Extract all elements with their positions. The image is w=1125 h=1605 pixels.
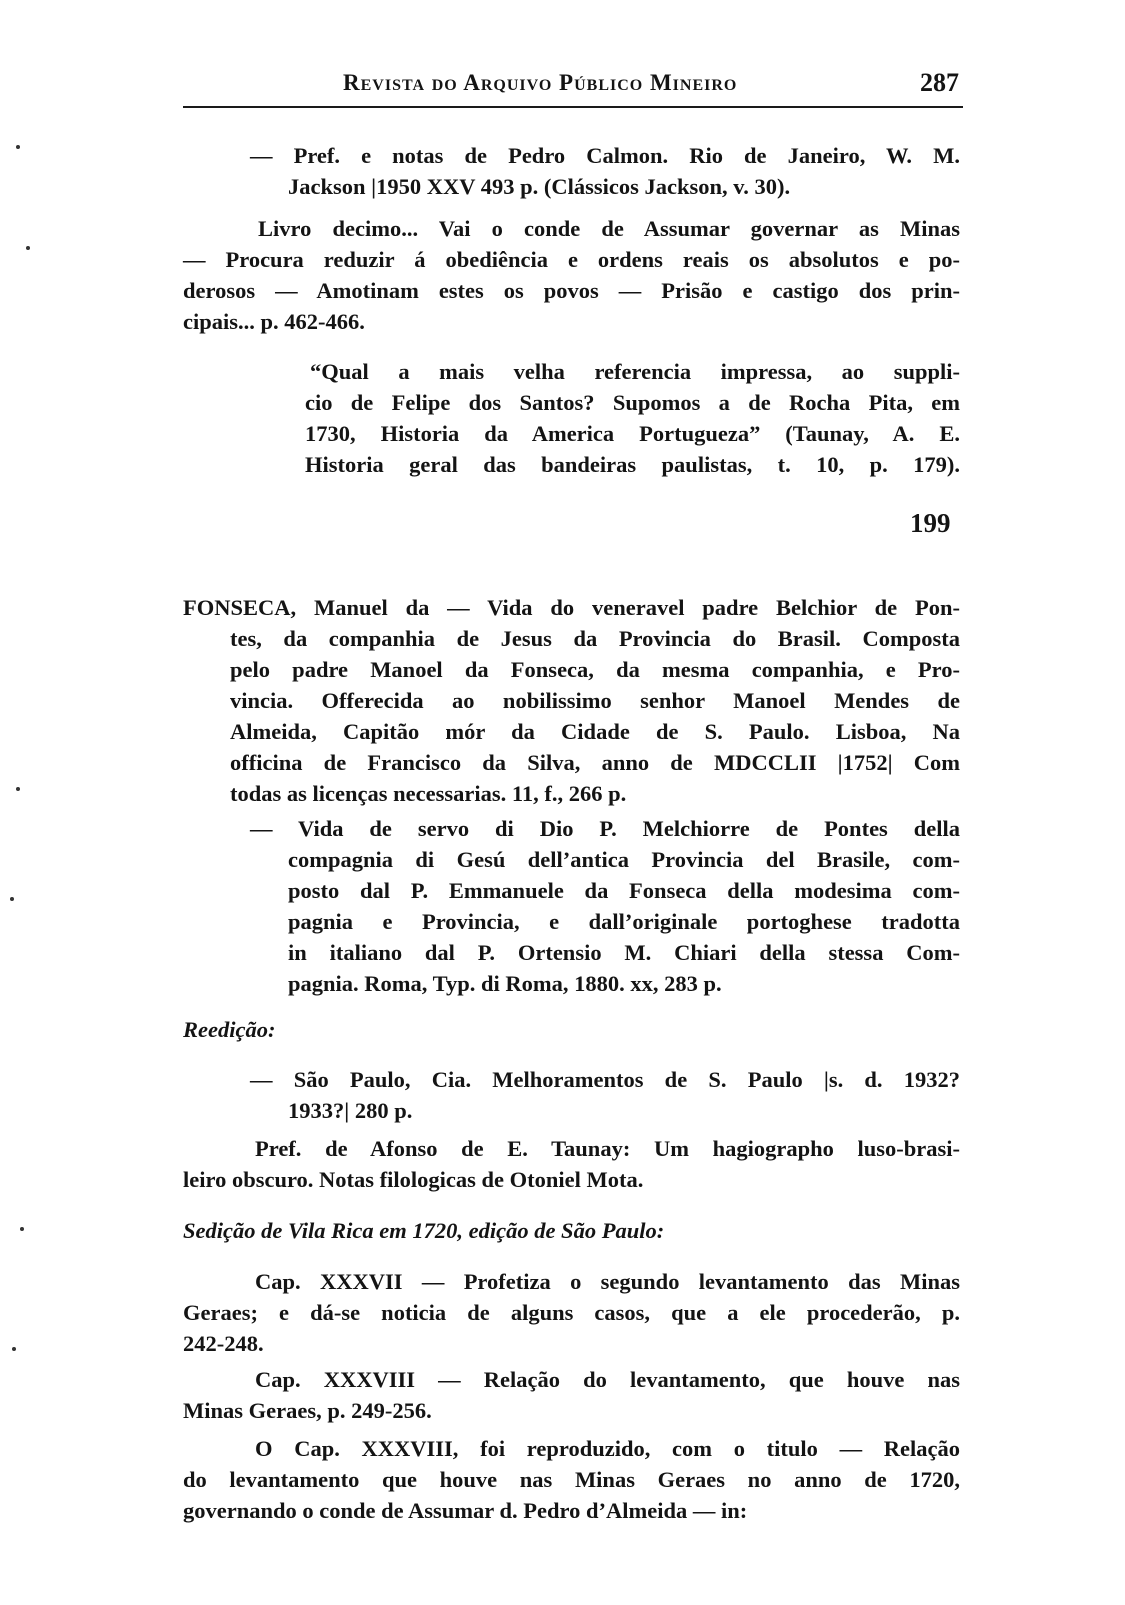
text-line: posto dal P. Emmanuele da Fonseca della modesima com-: [288, 878, 960, 903]
text-line: Cap. XXXVII — Profetiza o segundo levantamento das Minas: [255, 1269, 960, 1294]
text-line: Livro decimo... Vai o conde de Assumar governar as Minas: [258, 216, 960, 241]
cap-38-reproduced-paragraph: [183, 1433, 960, 1526]
journal-title: Revista do Arquivo Público Mineiro: [343, 70, 738, 95]
text-line: vincia. Offerecida ao nobilissimo senhor Manoel Mendes de: [230, 688, 960, 713]
text-line: 242-248.: [183, 1331, 264, 1356]
text-line: Pref. de Afonso de E. Taunay: Um hagiographo luso-brasi-: [255, 1136, 960, 1161]
text-line: leiro obscuro. Notas filologicas de Otoniel Mota.: [183, 1167, 644, 1192]
page-number: 287: [920, 68, 959, 97]
sao-paulo-edition: [250, 1064, 960, 1126]
scan-speck: [26, 246, 30, 250]
italian-edition: [250, 813, 960, 999]
scan-speck: [16, 145, 20, 149]
text-line: Historia geral das bandeiras paulistas, t. 10, p. 179).: [305, 452, 960, 477]
fonseca-entry: [183, 592, 960, 809]
text-line: Almeida, Capitão mór da Cidade de S. Paulo. Lisboa, Na: [230, 719, 960, 744]
scan-speck: [16, 787, 20, 791]
text-line: Jackson |1950 XXV 493 p. (Clássicos Jackson, v. 30).: [288, 174, 791, 199]
text-line: — Procura reduzir á obediência e ordens reais os absolutos e po-: [183, 247, 960, 272]
pref-note: [250, 140, 960, 202]
scan-speck: [12, 1347, 16, 1351]
text-line: pagnia e Provincia, e dall’originale portoghese tradotta: [288, 909, 960, 934]
text-line: Minas Geraes, p. 249-256.: [183, 1398, 432, 1423]
text-line: pagnia. Roma, Typ. di Roma, 1880. xx, 283 p.: [288, 971, 722, 996]
scan-speck: [20, 1227, 24, 1231]
pref-taunay: [183, 1133, 960, 1195]
text-line: tes, da companhia de Jesus da Provincia do Brasil. Composta: [230, 626, 960, 651]
text-line: governando o conde de Assumar d. Pedro d’Almeida — in:: [183, 1498, 748, 1523]
cap-38-paragraph: [183, 1364, 960, 1426]
quote-block: [305, 356, 960, 480]
text-line: “Qual a mais velha referencia impressa, ao suppli-: [310, 359, 960, 384]
text-line: — Pref. e notas de Pedro Calmon. Rio de Janeiro, W. M.: [250, 143, 960, 168]
text-line: derosos — Amotinam estes os povos — Prisão e castigo dos prin-: [183, 278, 960, 303]
text-line: cipais... p. 462-466.: [183, 309, 365, 334]
text-line: Cap. XXXVIII — Relação do levantamento, que houve nas: [255, 1367, 960, 1392]
text-line: 1730, Historia da America Portugueza” (Taunay, A. E.: [305, 421, 960, 446]
livro-decimo-paragraph: [183, 213, 960, 337]
text-line: compagnia di Gesú dell’antica Provincia del Brasile, com-: [288, 847, 960, 872]
text-line: FONSECA, Manuel da — Vida do veneravel padre Belchior de Pon-: [183, 595, 960, 620]
text-line: — São Paulo, Cia. Melhoramentos de S. Paulo |s. d. 1932?: [250, 1067, 960, 1092]
text-line: officina de Francisco da Silva, anno de MDCCLII |1752| Com: [230, 750, 960, 775]
text-line: in italiano dal P. Ortensio M. Chiari della stessa Com-: [288, 940, 960, 965]
text-line: 1933?| 280 p.: [288, 1098, 413, 1123]
text-line: todas as licenças necessarias. 11, f., 266 p.: [230, 781, 627, 806]
text-line: O Cap. XXXVIII, foi reproduzido, com o titulo — Relação: [255, 1436, 960, 1461]
running-head: [183, 66, 963, 108]
text-line: — Vida de servo di Dio P. Melchiorre de Pontes della: [250, 816, 960, 841]
sedicao-heading: Sedição de Vila Rica em 1720, edição de São Paulo:: [183, 1218, 665, 1243]
reedicao-label: Reedição:: [183, 1017, 276, 1042]
text-line: do levantamento que houve nas Minas Geraes no anno de 1720,: [183, 1467, 960, 1492]
text-line: pelo padre Manoel da Fonseca, da mesma companhia, e Pro-: [230, 657, 960, 682]
text-line: Geraes; e dá-se noticia de alguns casos, que a ele procederão, p.: [183, 1300, 960, 1325]
text-line: cio de Felipe dos Santos? Supomos a de Rocha Pita, em: [305, 390, 960, 415]
cap-37-paragraph: [183, 1266, 960, 1359]
scan-speck: [10, 897, 14, 901]
entry-number: 199: [910, 508, 951, 538]
